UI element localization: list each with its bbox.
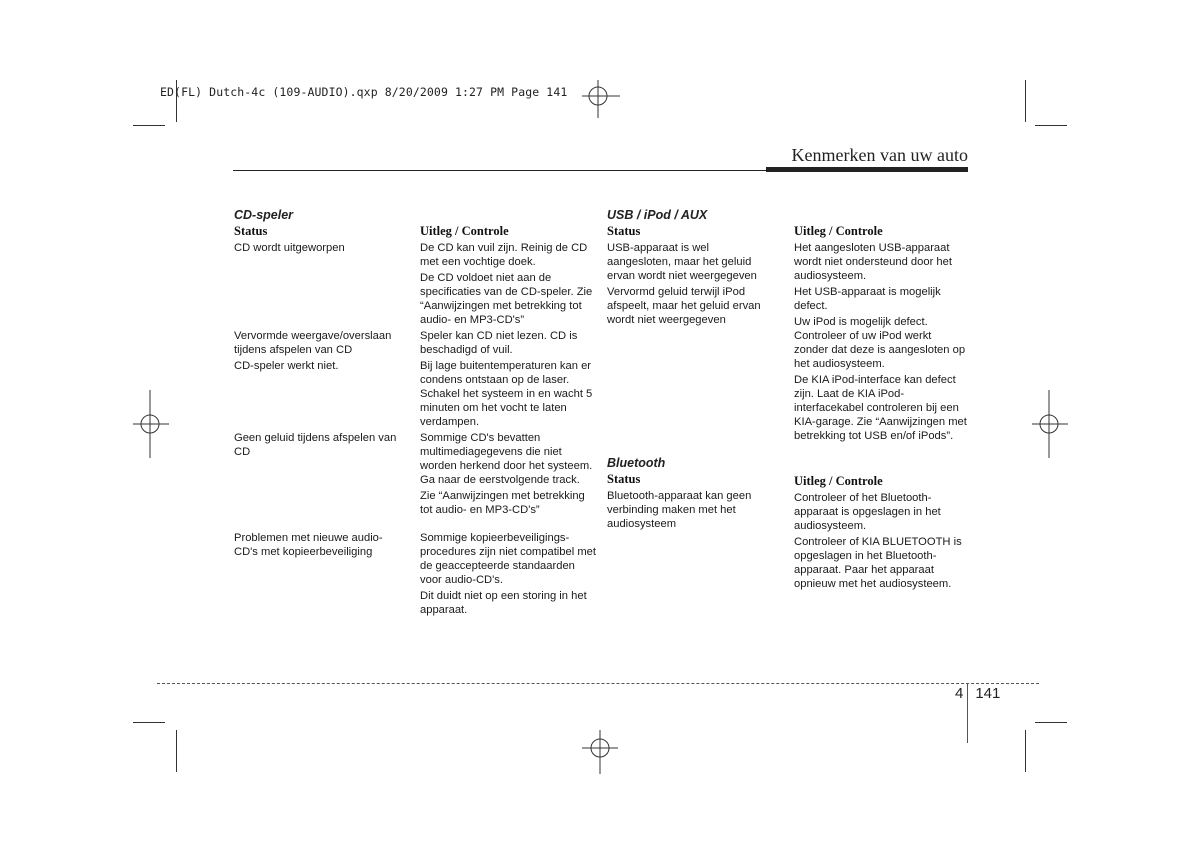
registration-mark-icon	[1030, 390, 1070, 460]
cd-uitleg	[420, 241, 598, 329]
cd-status: Vervormde weergave/overslaan tijdens afspelen van CD	[234, 330, 392, 356]
bt-uitleg-line: Controleer of het Bluetooth-apparaat is opgeslagen in het audiosysteem.	[794, 492, 941, 532]
bt-status	[607, 489, 767, 533]
registration-mark-icon	[580, 728, 620, 778]
print-slug: ED(FL) Dutch-4c (109-AUDIO).qxp 8/20/2009 1:27 PM Page 141	[160, 85, 568, 99]
cd-status: CD-speler werkt niet.	[234, 360, 339, 372]
crop-mark	[1025, 80, 1026, 122]
column-header-status: Status	[607, 224, 641, 238]
crop-mark	[133, 722, 165, 723]
registration-mark-icon	[582, 80, 622, 120]
usb-uitleg-line: Het aangesloten USB-apparaat wordt niet ondersteund door het audiosysteem.	[794, 242, 952, 282]
page-number-value: 141	[975, 685, 1001, 702]
crop-mark	[133, 125, 165, 126]
crop-mark	[1035, 722, 1067, 723]
cd-uitleg-line: Bij lage buitentemperaturen kan er condens ontstaan op de laser. Schakel het systeem in en wacht 5 minuten om het vocht te laten verdampen.	[420, 360, 593, 428]
usb-uitleg	[794, 241, 968, 445]
cd-uitleg	[420, 531, 598, 619]
usb-status	[607, 241, 772, 329]
section-title-cd: CD-speler	[234, 208, 294, 222]
cd-uitleg-line: Sommige kopieerbeveiligings-procedures zijn niet compatibel met de geaccepteerde standaarden voor audio-CD's.	[420, 532, 596, 586]
cd-uitleg-line: Speler kan CD niet lezen. CD is beschadigd of vuil.	[420, 330, 578, 356]
page-number	[955, 685, 1000, 702]
usb-uitleg-line: Het USB-apparaat is mogelijk defect.	[794, 286, 941, 312]
usb-status-line: Vervormd geluid terwijl iPod afspeelt, maar het geluid ervan wordt niet weergegeven	[607, 286, 761, 326]
header-bar	[766, 167, 968, 172]
column-header-uitleg: Uitleg / Controle	[420, 224, 509, 238]
cd-uitleg-line: De CD kan vuil zijn. Reinig de CD met een vochtige doek.	[420, 242, 588, 268]
column-header-uitleg: Uitleg / Controle	[794, 224, 883, 238]
footer-rule	[157, 683, 1039, 684]
cd-uitleg-line: De CD voldoet niet aan de specificaties van de CD-speler. Zie “Aanwijzingen met betrekking tot audio- en MP3-CD's”	[420, 272, 593, 326]
running-head: Kenmerken van uw auto	[791, 145, 968, 165]
crop-mark	[1025, 730, 1026, 772]
cd-uitleg	[420, 431, 598, 519]
usb-uitleg-line: Uw iPod is mogelijk defect. Controleer of uw iPod werkt zonder dat deze is aangesloten op het audiosysteem.	[794, 316, 966, 370]
crop-mark	[1035, 125, 1067, 126]
cd-status: CD wordt uitgeworpen	[234, 242, 345, 254]
cd-uitleg	[420, 359, 598, 431]
bt-uitleg	[794, 491, 964, 593]
crop-mark	[176, 730, 177, 772]
usb-status-line: USB-apparaat is wel aangesloten, maar het geluid ervan wordt niet weergegeven	[607, 242, 757, 282]
column-header-status: Status	[234, 224, 268, 238]
section-title-bluetooth: Bluetooth	[607, 456, 666, 470]
column-header-uitleg: Uitleg / Controle	[794, 474, 883, 488]
chapter-number: 4	[955, 685, 964, 702]
section-title-usb: USB / iPod / AUX	[607, 208, 708, 222]
cd-status: Geen geluid tijdens afspelen van CD	[234, 432, 397, 458]
cd-uitleg-line: Zie “Aanwijzingen met betrekking tot audio- en MP3-CD's”	[420, 490, 585, 516]
cd-uitleg	[420, 329, 598, 359]
bt-status-line: Bluetooth-apparaat kan geen verbinding maken met het audiosysteem	[607, 490, 752, 530]
registration-mark-icon	[133, 390, 173, 460]
cd-status: Problemen met nieuwe audio-CD's met kopieerbeveiliging	[234, 532, 383, 558]
usb-uitleg-line: De KIA iPod-interface kan defect zijn. Laat de KIA iPod-interfacekabel controleren bij een KIA-garage. Zie “Aanwijzingen met betrekking tot USB en/of iPods”.	[794, 374, 967, 442]
cd-uitleg-line: Sommige CD's bevatten multimediagegevens die niet worden herkend door het systeem. Ga naar de eerstvolgende track.	[420, 432, 593, 486]
column-header-status: Status	[607, 472, 641, 486]
bt-uitleg-line: Controleer of KIA BLUETOOTH is opgeslagen in het Bluetooth-apparaat. Paar het apparaat opnieuw met het audiosysteem.	[794, 536, 962, 590]
cd-uitleg-line: Dit duidt niet op een storing in het apparaat.	[420, 590, 587, 616]
